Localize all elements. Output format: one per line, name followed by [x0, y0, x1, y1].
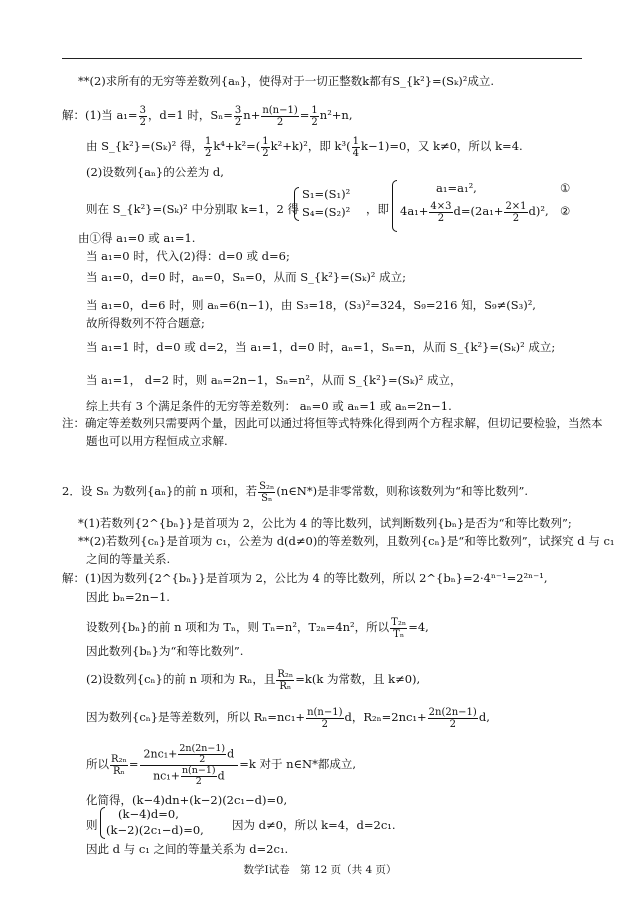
solution-line-4-mid: ，即 — [366, 202, 389, 216]
p2-solution-line-8: 化简得，(k−4)dn+(k−2)(2c₁−d)=0, — [86, 793, 288, 807]
p2-system-eq-2: (k−2)(2c₁−d)=0, — [106, 823, 204, 837]
marker-1: ① — [560, 181, 571, 195]
p2-solution-line-2: 因此 bₙ=2n−1. — [86, 590, 170, 604]
p2-solution-line-9-lead: 则 — [86, 818, 98, 832]
page-footer: 数学Ⅰ试卷 第 12 页（共 4 页） — [243, 864, 397, 876]
solution-line-10: 当 a₁=1 时，d=0 或 d=2，当 a₁=1，d=0 时，aₙ=1，Sₙ=n，从而 S_{k²}=(Sₖ)² 成立; — [86, 340, 556, 354]
p2-solution-line-1: 解：(1)因为数列{2^{bₙ}}是首项为 2，公比为 4 的等比数列，所以 2^{bₙ}=2·4ⁿ⁻¹=2²ⁿ⁻¹, — [62, 571, 548, 585]
solution-line-8: 当 a₁=0，d=6 时，则 aₙ=6(n−1)，由 S₃=18，(S₃)²=324，S₉=216 知，S₉≠(S₃)², — [86, 298, 536, 312]
brace-1 — [294, 187, 299, 221]
system-eq-2: S₄=(S₂)² — [302, 205, 351, 219]
problem-2-q2-line2: 之间的等量关系. — [86, 552, 171, 566]
solution-line-6: 当 a₁=0 时，代入(2)得：d=0 或 d=6; — [86, 249, 290, 263]
note-line-2: 题也可以用方程恒成立求解. — [86, 434, 228, 448]
brace-2 — [392, 180, 397, 232]
solution-line-5: 由①得 a₁=0 或 a₁=1. — [78, 231, 196, 245]
solution-line-1: 解：(1)当 a₁= $\frac{3}{2}$ ，d=1 时，Sₙ= $\frac{3}{2}$ n+ $\frac{n(n-1)}{2}$ = $\frac{1}{2}$ n²+n, — [62, 104, 353, 128]
solution-line-4-lead: 则在 S_{k²}=(Sₖ)² 中分别取 k=1，2 得 — [86, 202, 299, 216]
marker-2: ② — [560, 204, 571, 218]
brace-3 — [100, 807, 105, 839]
p2-solution-line-4: 因此数列{bₙ}为“和等比数列”. — [86, 644, 244, 658]
p2-system-eq-1: (k−4)d=0, — [118, 807, 179, 821]
system-eq-1: S₁=(S₁)² — [302, 187, 351, 201]
solution-line-9: 故所得数列不符合题意; — [86, 316, 205, 330]
p2-solution-line-5: (2)设数列{cₙ}的前 n 项和为 Rₙ，且 $\frac{\text{R₂ₙ}}{\text{Rₙ}}$ =k(k 为常数，且 k≠0), — [86, 668, 421, 692]
solution-line-2: 由 S_{k²}=(Sₖ)² 得， $\frac{1}{2}$ k⁴+k²=( $\frac{1}{2}$ k²+k)²，即 k³( $\frac{1}{4}$ k−1)=0，又 k≠0，所以 k=4. — [86, 135, 523, 159]
system-eq-3: a₁=a₁², — [436, 181, 477, 195]
system-eq-4: 4a₁+ $\frac{4\times 3}{2}$ d=(2a₁+ $\frac{2\times 1}{2}$ d)², — [400, 200, 549, 224]
p2-solution-line-10: 因此 d 与 c₁ 之间的等量关系为 d=2c₁. — [86, 842, 289, 856]
problem-2-stem: 2．设 Sₙ 为数列{aₙ}的前 n 项和，若 $\frac{\text{S₂ₙ}}{\text{Sₙ}}$ (n∈N*)是非零常数，则称该数列为“和等比数列”. — [62, 480, 528, 504]
p2-solution-line-9-tail: 因为 d≠0，所以 k=4，d=2c₁. — [232, 818, 396, 832]
note-line-1: 注：确定等差数列只需要两个量，因此可以通过将恒等式特殊化得到两个方程求解，但切记要检验，当然本 — [62, 416, 603, 430]
problem-2-q2-line1: **(2)若数列{cₙ}是首项为 c₁，公差为 d(d≠0)的等差数列，且数列{cₙ}是“和等比数列”，试探究 d 与 c₁ — [78, 534, 615, 548]
p2-solution-line-6: 因为数列{cₙ}是等差数列，所以 Rₙ=nc₁+ $\frac{n(n-1)}{2}$ d，R₂ₙ=2nc₁+ $\frac{2n(2n-1)}{2}$ d, — [86, 706, 490, 730]
solution-line-7: 当 a₁=0，d=0 时，aₙ=0，Sₙ=0，从而 S_{k²}=(Sₖ)² 成立; — [86, 270, 406, 284]
solution-line-11: 当 a₁=1， d=2 时，则 aₙ=2n−1，Sₙ=n²，从而 S_{k²}=(Sₖ)² 成立， — [86, 373, 462, 387]
p2-solution-line-7: 所以 $\frac{\text{R₂ₙ}}{\text{Rₙ}}$ = 2nc₁+ $\frac{2n(2n-1)}{2}$ d nc₁+ $\frac{n(n-1)}{2}$ d =k 对于 n∈N*都成立, — [86, 742, 356, 787]
header-rule — [62, 58, 582, 59]
problem-2-q1: *(1)若数列{2^{bₙ}}是首项为 2，公比为 4 的等比数列，试判断数列{bₙ}是否为“和等比数列”; — [78, 516, 572, 530]
solution-line-12: 综上共有 3 个满足条件的无穷等差数列： aₙ=0 或 aₙ=1 或 aₙ=2n−1. — [86, 399, 452, 413]
p2-solution-line-3: 设数列{bₙ}的前 n 项和为 Tₙ，则 Tₙ=n²，T₂ₙ=4n²，所以 $\frac{\text{T₂ₙ}}{\text{Tₙ}}$ =4, — [86, 616, 429, 640]
question-2: **(2)求所有的无穷等差数列{aₙ}，使得对于一切正整数k都有S_{k²}=(Sₖ)²成立. — [78, 74, 495, 88]
solution-line-3: (2)设数列{aₙ}的公差为 d, — [86, 165, 224, 179]
